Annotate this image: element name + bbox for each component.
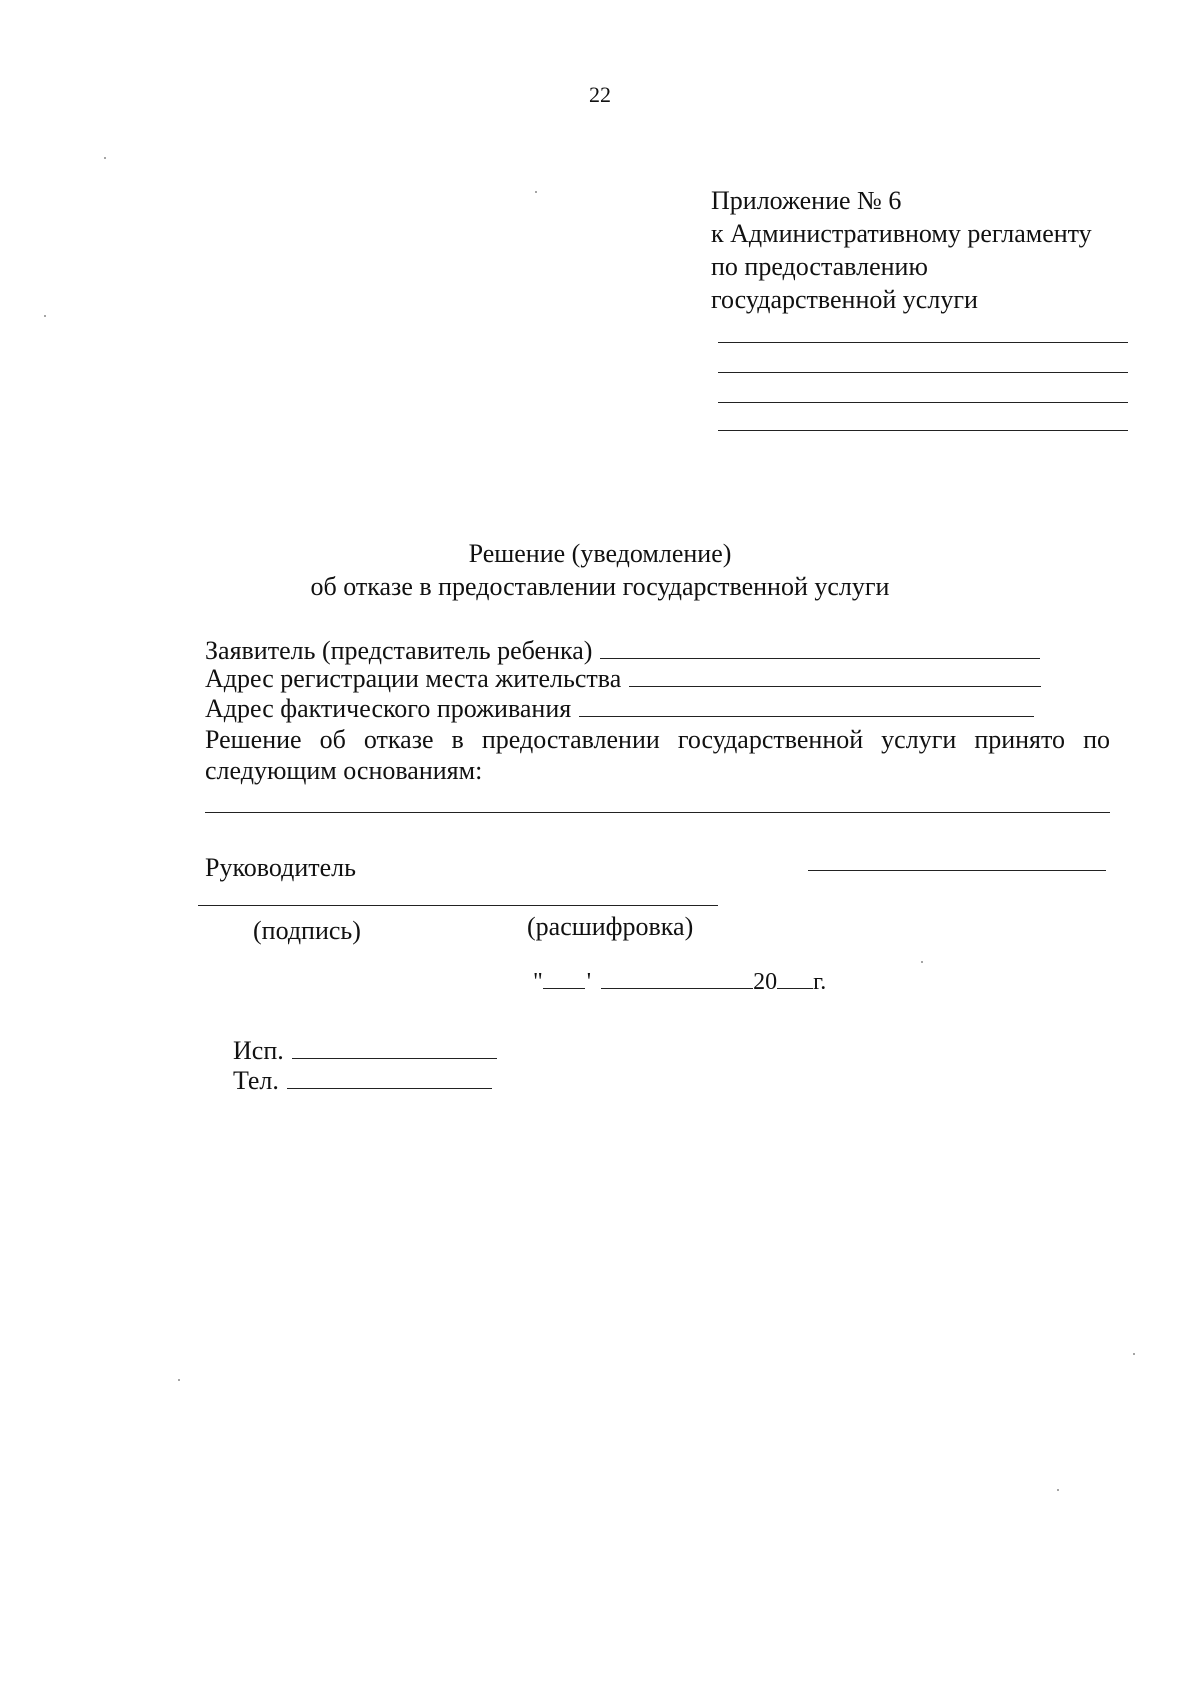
scan-speck: [44, 315, 46, 317]
scan-speck: [178, 1379, 180, 1381]
date-close-quote: ': [586, 969, 592, 995]
date-year-prefix: 20: [753, 969, 778, 995]
page-number: 22: [589, 82, 611, 107]
reasons-blank-line: [205, 812, 1110, 813]
document-title-line-2: об отказе в предоставлении государственной услуги: [310, 572, 890, 601]
applicant-label: Заявитель (представитель ребенка): [205, 636, 593, 665]
appendix-title: Приложение № 6: [711, 186, 902, 215]
applicant-field: [205, 636, 1040, 666]
executor-label: Исп.: [233, 1036, 284, 1065]
scan-speck: [104, 157, 106, 159]
head-signature-line: [808, 870, 1106, 871]
date-day-blank: [543, 968, 585, 989]
date-year-blank: [777, 968, 813, 989]
appendix-blank-line: [718, 402, 1128, 403]
appendix-blank-line: [718, 430, 1128, 431]
phone-label: Тел.: [233, 1066, 279, 1095]
actual-address-field: [205, 694, 1034, 724]
refusal-reasons-text: Решение об отказе в предоставлении государственной услуги принято по следующим основаниям:: [205, 725, 1110, 785]
date-line: [533, 968, 826, 996]
applicant-blank: [600, 636, 1040, 659]
appendix-line-4: государственной услуги: [711, 285, 978, 314]
executor-field: [233, 1036, 497, 1066]
actual-address-blank: [579, 694, 1034, 717]
registration-address-blank: [629, 664, 1041, 687]
decoding-caption: (расшифровка): [527, 912, 694, 941]
executor-blank: [292, 1036, 497, 1059]
document-title-line-1: Решение (уведомление): [468, 539, 732, 568]
head-label: Руководитель: [205, 853, 356, 882]
appendix-blank-line: [718, 342, 1128, 343]
scan-speck: [535, 191, 537, 193]
signature-decoding-line: [198, 905, 718, 906]
scan-speck: [921, 961, 923, 963]
phone-field: [233, 1066, 492, 1096]
scan-speck: [1133, 1353, 1135, 1355]
scan-speck: [1057, 1489, 1059, 1491]
phone-blank: [287, 1066, 492, 1089]
appendix-line-3: по предоставлению: [711, 252, 928, 281]
date-year-suffix: г.: [813, 969, 827, 995]
registration-address-field: [205, 664, 1041, 694]
appendix-blank-line: [718, 372, 1128, 373]
date-month-blank: [601, 968, 753, 989]
date-open-quote: ": [533, 969, 543, 995]
signature-caption: (подпись): [253, 916, 361, 945]
appendix-line-2: к Административному регламенту: [711, 219, 1092, 248]
appendix-block: [711, 184, 1092, 316]
registration-address-label: Адрес регистрации места жительства: [205, 664, 622, 693]
actual-address-label: Адрес фактического проживания: [205, 694, 572, 723]
